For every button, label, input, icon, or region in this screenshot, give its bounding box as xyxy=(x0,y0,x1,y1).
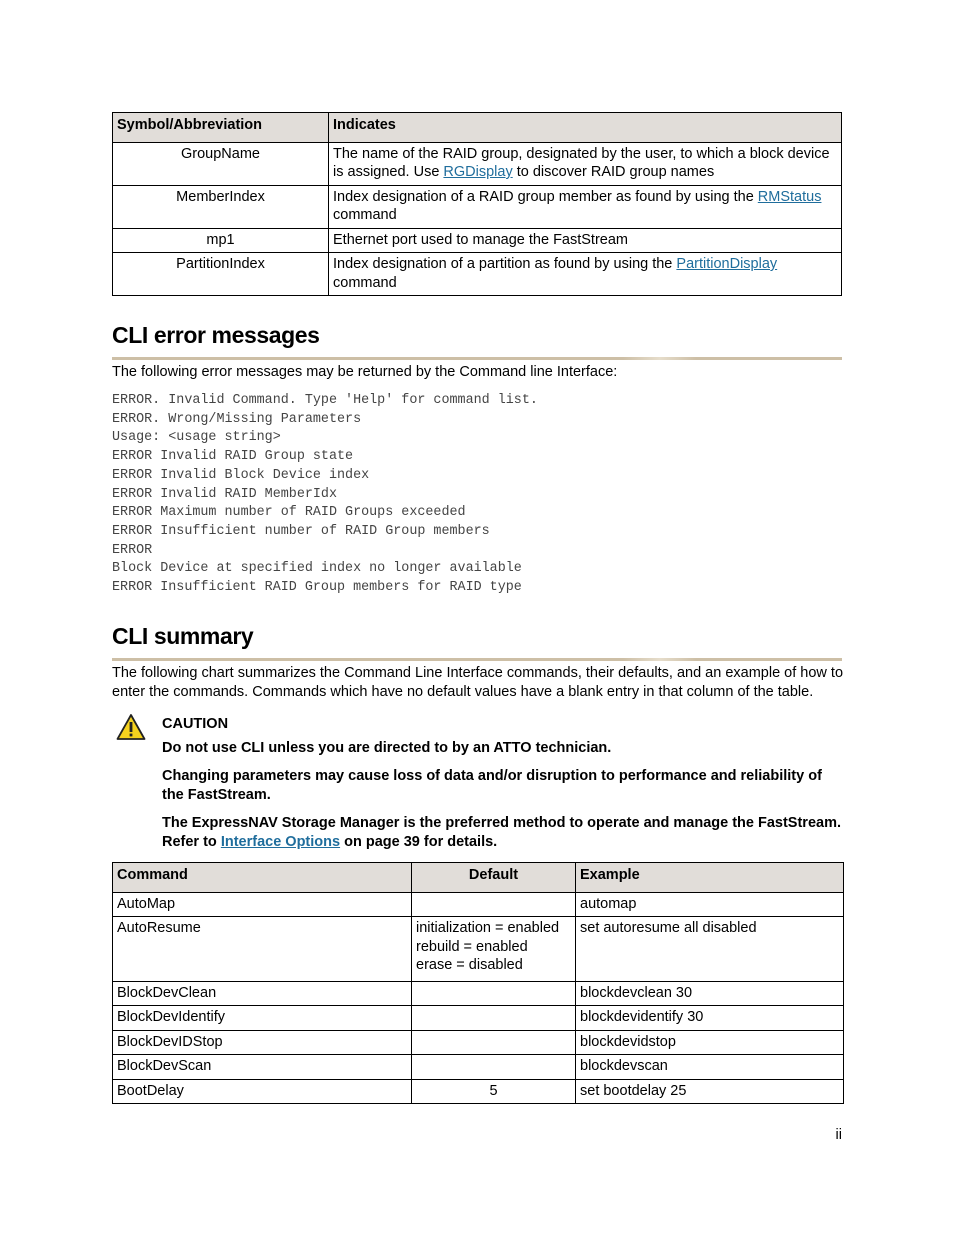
symbol-table xyxy=(112,112,842,296)
table-row xyxy=(113,228,842,253)
description-cell: Ethernet port used to manage the FastStream xyxy=(329,228,842,253)
default-cell xyxy=(412,981,576,1006)
table-row xyxy=(113,1079,844,1104)
example-cell: automap xyxy=(576,892,844,917)
default-cell: 5 xyxy=(412,1079,576,1104)
default-value: rebuild = enabled xyxy=(416,938,528,955)
command-cell: BlockDevIdentify xyxy=(113,1006,412,1031)
example-cell: blockdevclean 30 xyxy=(576,981,844,1006)
description-text: The name of the RAID group, designated by the user, to which a block device is assigned. Use xyxy=(333,145,830,180)
error-message: ERROR Maximum number of RAID Groups exceeded xyxy=(112,505,466,521)
page-number: ii xyxy=(835,1127,842,1143)
command-cell: AutoResume xyxy=(113,917,412,982)
command-cell: BlockDevClean xyxy=(113,981,412,1006)
default-cell xyxy=(412,892,576,917)
default-value: erase = disabled xyxy=(416,957,523,973)
default-cell xyxy=(412,1006,576,1031)
column-header: Indicates xyxy=(329,113,842,143)
command-cell: BlockDevScan xyxy=(113,1055,412,1080)
description-cell xyxy=(329,253,842,296)
description-cell xyxy=(329,185,842,228)
example-cell: set bootdelay 25 xyxy=(576,1079,844,1104)
error-message: ERROR xyxy=(112,542,153,558)
description-cell xyxy=(329,142,842,185)
column-header: Symbol/Abbreviation xyxy=(113,113,329,143)
error-message: ERROR. Invalid Command. Type 'Help' for command list. xyxy=(112,393,538,408)
caution-title: CAUTION xyxy=(162,716,229,732)
command-cell: BlockDevIDStop xyxy=(113,1030,412,1055)
section-heading-cli-summary: CLI summary xyxy=(112,623,254,649)
caution-text: The ExpressNAV Storage Manager is the preferred method to operate and manage the FastStream. Refer to xyxy=(162,815,841,850)
error-message: ERROR Insufficient number of RAID Group members xyxy=(112,523,490,539)
table-row xyxy=(113,1006,844,1031)
description-text: command xyxy=(333,207,397,223)
table-row xyxy=(113,185,842,228)
error-message: Block Device at specified index no longer available xyxy=(112,561,522,577)
symbol-cell: MemberIndex xyxy=(113,185,329,228)
column-header: Example xyxy=(576,863,844,893)
table-header-row xyxy=(113,863,844,893)
column-header: Default xyxy=(412,863,576,893)
example-cell: set autoresume all disabled xyxy=(576,917,844,982)
warning-icon xyxy=(116,713,146,741)
error-message-list xyxy=(112,392,538,598)
command-cell: BootDelay xyxy=(113,1079,412,1104)
command-table xyxy=(112,862,844,1104)
table-header-row xyxy=(113,113,842,143)
table-row xyxy=(113,1030,844,1055)
interface-options-link[interactable]: Interface Options xyxy=(220,834,341,850)
command-cell: AutoMap xyxy=(113,892,412,917)
example-cell: blockdevscan xyxy=(576,1055,844,1080)
description-text: Index designation of a RAID group member as found by using the xyxy=(333,188,758,205)
caution-line: Do not use CLI unless you are directed to by an ATTO technician. xyxy=(162,740,612,756)
description-text: to discover RAID group names xyxy=(512,164,715,180)
rgdisplay-link[interactable]: RGDisplay xyxy=(443,164,513,180)
rmstatus-link[interactable]: RMStatus xyxy=(757,188,822,205)
partitiondisplay-link[interactable]: PartitionDisplay xyxy=(676,256,778,272)
example-cell: blockdevidstop xyxy=(576,1030,844,1055)
default-cell xyxy=(412,1030,576,1055)
symbol-cell: PartitionIndex xyxy=(113,253,329,296)
default-value: initialization = enabled xyxy=(416,920,560,936)
section-rule xyxy=(112,658,842,661)
error-message: ERROR. Wrong/Missing Parameters xyxy=(112,411,362,427)
caution-line xyxy=(162,814,844,852)
example-cell: blockdevidentify 30 xyxy=(576,1006,844,1031)
table-row xyxy=(113,981,844,1006)
error-message: ERROR Invalid RAID MemberIdx xyxy=(112,486,337,502)
table-row xyxy=(113,892,844,917)
table-row xyxy=(113,253,842,296)
table-row xyxy=(113,917,844,982)
description-text: Index designation of a partition as found by using the xyxy=(333,256,677,272)
error-message: ERROR Insufficient RAID Group members for RAID type xyxy=(112,580,522,596)
error-intro: The following error messages may be returned by the Command line Interface: xyxy=(112,364,618,380)
caution-line: Changing parameters may cause loss of data and/or disruption to performance and reliability of the FastStream. xyxy=(162,768,822,803)
error-message: ERROR Invalid RAID Group state xyxy=(112,449,354,465)
section-rule xyxy=(112,357,842,360)
table-row xyxy=(113,1055,844,1080)
table-row xyxy=(113,142,842,185)
default-cell xyxy=(412,917,576,982)
symbol-cell: GroupName xyxy=(113,142,329,185)
default-cell xyxy=(412,1055,576,1080)
column-header: Command xyxy=(113,863,412,893)
description-text: command xyxy=(333,274,397,291)
error-message: ERROR Invalid Block Device index xyxy=(112,467,370,483)
symbol-cell: mp1 xyxy=(113,228,329,253)
summary-intro: The following chart summarizes the Command Line Interface commands, their defaults, and an example of how to enter the commands. Commands which have no default values have a blank entry in that column of the table. xyxy=(112,665,844,700)
error-message: Usage: <usage string> xyxy=(112,430,281,446)
caution-text: on page 39 for details. xyxy=(340,834,498,850)
section-heading-error-messages: CLI error messages xyxy=(112,322,320,348)
